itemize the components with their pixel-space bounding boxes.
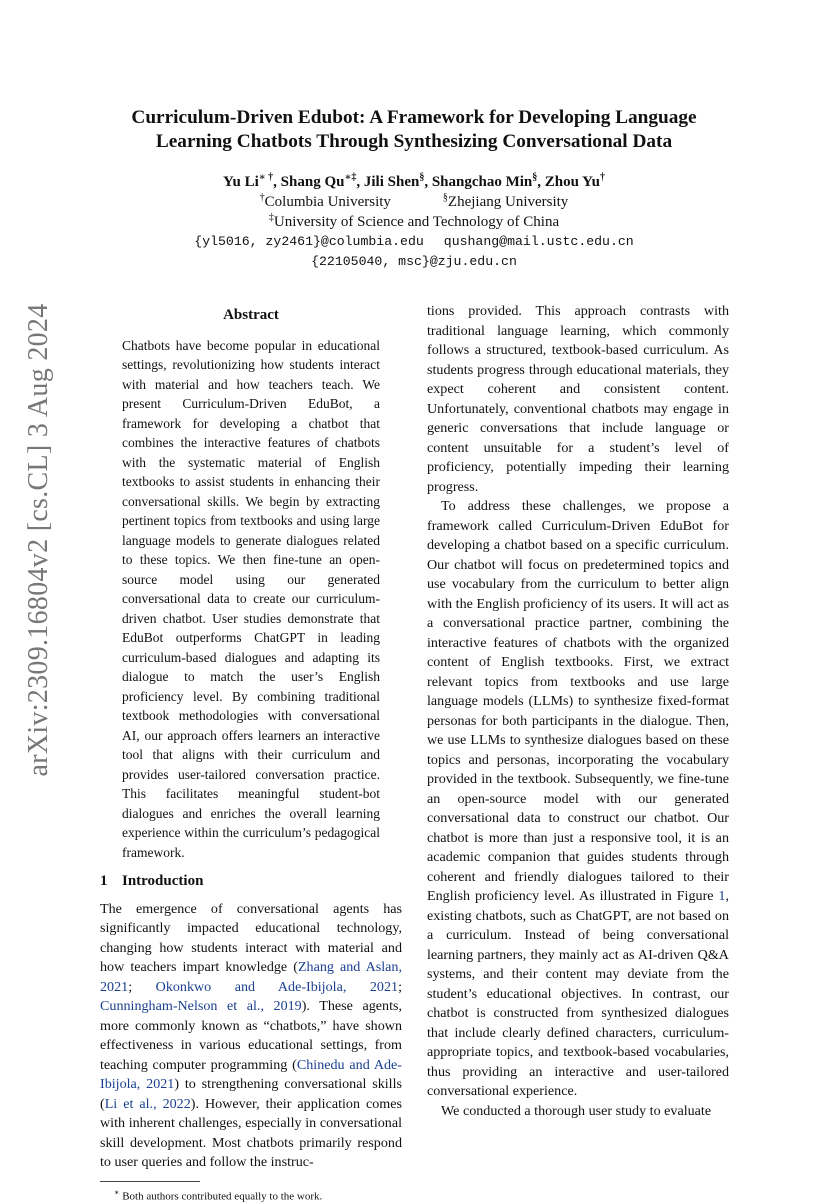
title-line-2: Learning Chatbots Through Synthesizing Conversational Data xyxy=(100,130,728,154)
author-mark: † xyxy=(600,172,605,183)
title-line-1: Curriculum-Driven Edubot: A Framework for Developing Language xyxy=(100,106,728,130)
author-mark: ∗‡ xyxy=(344,172,356,183)
affiliation: Zhejiang University xyxy=(448,192,568,212)
section-heading xyxy=(100,872,402,892)
left-column xyxy=(100,300,402,1203)
affiliation: University of Science and Technology of China xyxy=(274,214,559,230)
author-name: , Zhou Yu xyxy=(537,174,600,190)
footnote xyxy=(100,1186,402,1203)
aff-mark: † xyxy=(260,192,265,203)
aff-mark: § xyxy=(443,192,448,203)
email: {22105040, msc}@zju.edu.cn xyxy=(311,254,517,269)
email: qushang@mail.ustc.edu.cn xyxy=(444,234,634,249)
text-run: ) to strengthening conversational skills ( xyxy=(100,1076,402,1112)
author-mark: § xyxy=(532,172,537,183)
paper-title xyxy=(100,106,728,154)
author-mark: § xyxy=(419,172,424,183)
author-name: Yu Li xyxy=(223,174,259,190)
footnote-mark: ∗ xyxy=(114,1188,119,1197)
email: {yl5016, zy2461}@columbia.edu xyxy=(194,234,424,249)
affiliation: Columbia University xyxy=(265,192,391,212)
body-paragraph: We conducted a thorough user study to evaluate xyxy=(427,1102,729,1122)
author-name: , Shangchao Min xyxy=(424,174,532,190)
text-run: ; xyxy=(398,979,402,995)
citation-link[interactable]: Li et al., 2022 xyxy=(105,1096,191,1112)
citation-link[interactable]: Zhang and Aslan, 2021 xyxy=(100,959,402,995)
text-run: ). These agents, more commonly known as “chatbots,” have shown effectiveness in various educational settings, from teaching computer programming ( xyxy=(100,998,402,1073)
author-name: , Jili Shen xyxy=(356,174,419,190)
abstract-heading: Abstract xyxy=(100,306,402,326)
citation-link[interactable]: Chinedu and Ade-Ibijola, 2021 xyxy=(100,1057,402,1093)
arxiv-stamp: arXiv:2309.16804v2 [cs.CL] 3 Aug 2024 xyxy=(14,330,64,750)
author-block xyxy=(100,172,728,272)
body-paragraph: tions provided. This approach contrasts with traditional language learning, which commonly follows a structured, textbook-based curriculum. As students progress through educational materials, they expect coherent and consistent content. Unfortunately, conventional chatbots may engage in generic conversations that include language or content unsuitable for a student’s level of proficiency, potentially impeding their learning progress. xyxy=(427,302,729,497)
email-line xyxy=(100,252,728,272)
author-mark: ∗ † xyxy=(259,172,273,183)
citation-link[interactable]: Cunningham-Nelson et al., 2019 xyxy=(100,998,302,1014)
text-run: ). However, their application comes with inherent challenges, especially in conversational skill development. Most chatbots primarily respond to user queries and follow the instruc- xyxy=(100,1096,402,1171)
affiliation-line xyxy=(100,192,728,212)
body-paragraph xyxy=(427,497,729,1102)
text-run: The emergence of conversational agents has significantly impacted educational technology, changing how students interact with material and how teachers impart knowledge ( xyxy=(100,901,402,976)
email-line xyxy=(100,232,728,252)
affiliation-line xyxy=(100,212,728,232)
author-name: , Shang Qu xyxy=(273,174,344,190)
text-run: To address these challenges, we propose a framework called Curriculum-Driven EduBot for developing a chatbot based on a specific curriculum. Our chatbot will focus on predetermined topics and use vocabulary from the curriculum to better align with the English proficiency of its users. It will act as a conversational practice partner, combining the interactive features of chatbots with the organized content of English textbooks. First, we extract relevant topics from textbooks and use large language models (LLMs) to synthesize fixed-format personas for both participants in the dialogue. Then, we use LLMs to synthesize dialogues based on these topics and personas, incorporating the vocabulary provided in the textbook. Subsequently, we fine-tune an open-source model with our generated conversational data to construct our chatbot. Our chatbot is more than just a responsive tool, it is an academic companion that guides students through coherent and friendly dialogues tailored to their English proficiency level. As illustrated in Figure xyxy=(427,498,729,904)
footnote-text: Both authors contributed equally to the work. xyxy=(122,1190,322,1202)
figure-link[interactable]: 1 xyxy=(718,888,725,904)
aff-mark: ‡ xyxy=(269,212,274,223)
section-title: Introduction xyxy=(122,873,203,889)
abstract-text: Chatbots have become popular in educational settings, revolutionizing how students interact with material and how teachers teach. We present Curriculum-Driven EduBot, a framework for developing a chatbot that combines the interactive features of chatbots with the systematic material of English textbooks to assist students in enhancing their conversational skills. We begin by extracting pertinent topics from textbooks and using large language models to generate dialogues related to these topics. We then fine-tune an open-source model using our generated conversational data to create our curriculum-driven chatbot. User studies demonstrate that EduBot outperforms ChatGPT in leading curriculum-based dialogues and adapting its dialogue to match the user’s English proficiency level. By combining traditional textbook methodologies with conversational AI, our approach offers learners an interactive tool that aligns with their curriculum and provides user-tailored conversation practice. This facilitates meaningful student-bot dialogues and enriches the overall learning experience within the curriculum’s pedagogical framework. xyxy=(100,336,402,863)
section-number: 1 xyxy=(100,872,122,892)
text-run: ; xyxy=(128,979,155,995)
right-column xyxy=(427,302,729,1121)
text-run: , existing chatbots, such as ChatGPT, are not based on a curriculum. Instead of being conversational learning partners, they mainly act as AI-driven Q&A systems, and their content may deviate from the student’s educational objectives. In contrast, our chatbot is constructed from synthesized dialogues that include clearly defined characters, curriculum-appropriate topics, and textbook-based vocabularies, thus providing an interactive and user-tailored conversational experience. xyxy=(427,888,729,1099)
intro-paragraph xyxy=(100,900,402,1173)
citation-link[interactable]: Okonkwo and Ade-Ibijola, 2021 xyxy=(156,979,398,995)
author-line xyxy=(100,172,728,192)
footnote-rule xyxy=(100,1181,200,1182)
